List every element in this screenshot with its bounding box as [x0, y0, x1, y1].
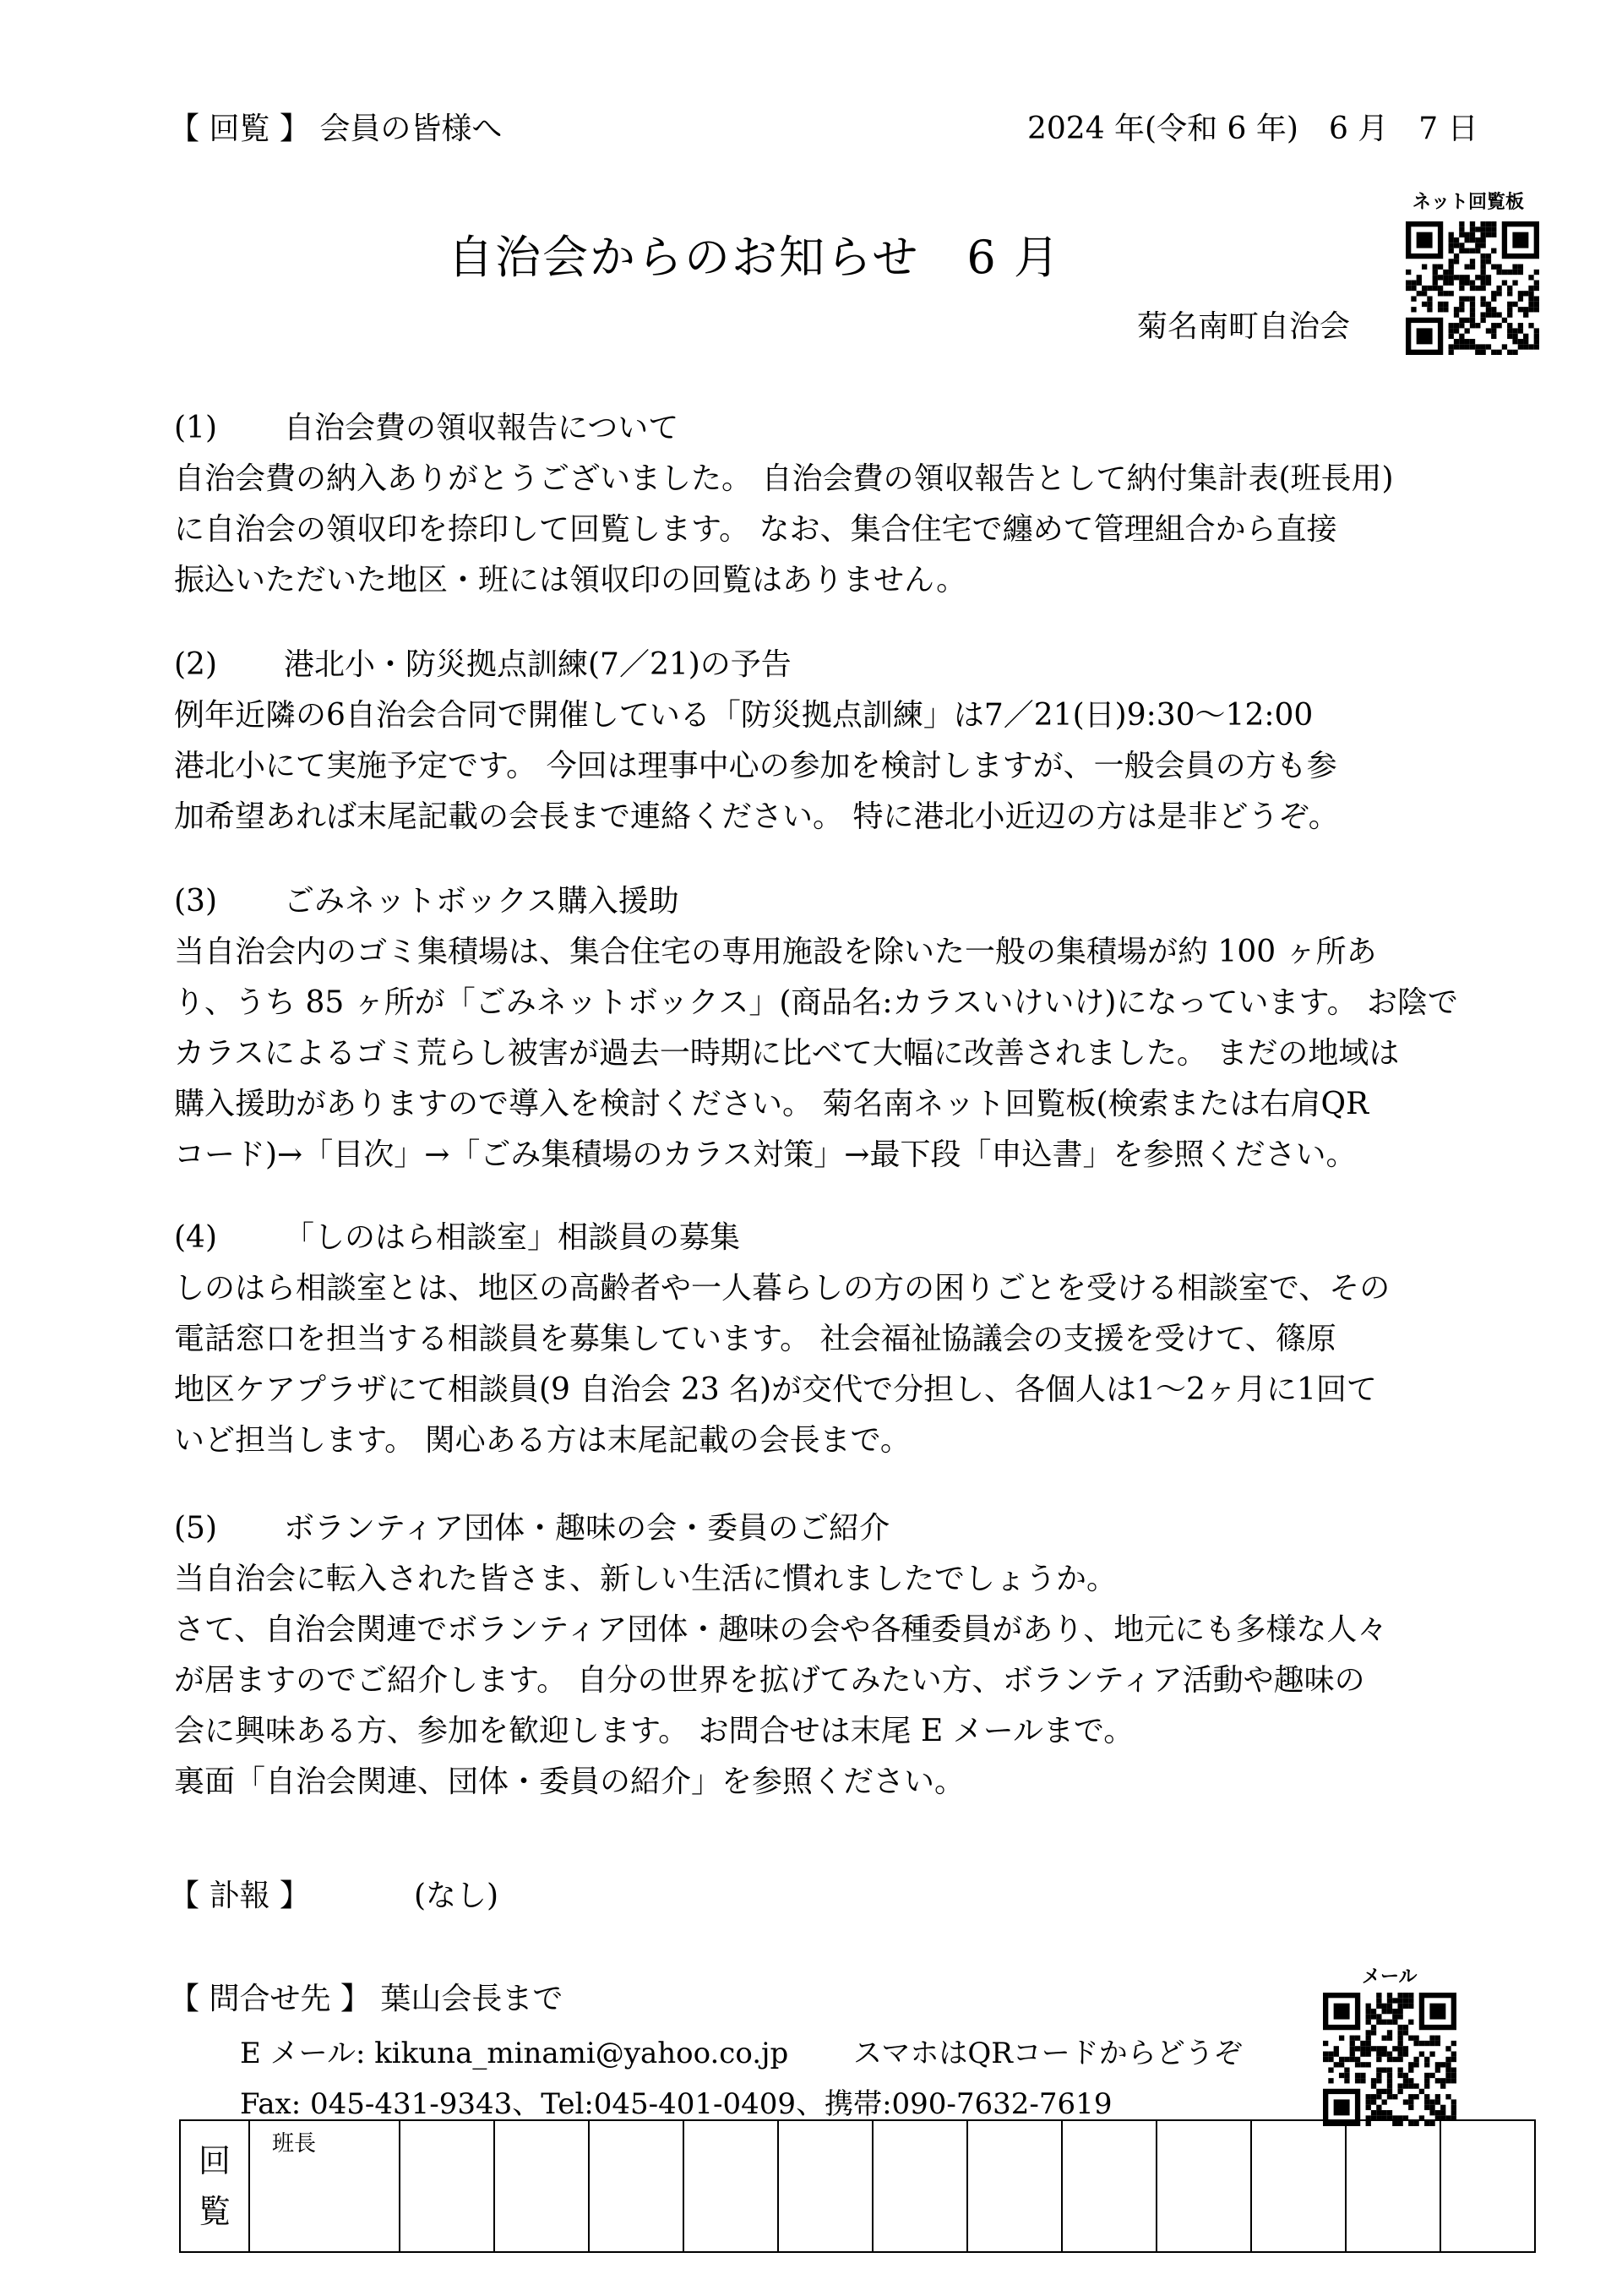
obituary-value: (なし)	[414, 1879, 499, 1913]
section-body-line: 加希望あれば末尾記載の会長まで連絡ください。 特に港北小近辺の方は是非どうぞ。	[174, 799, 1339, 834]
obituary-label: 【 訃報 】	[169, 1879, 310, 1913]
section-body-line: 例年近隣の6自治会合同で開催している「防災拠点訓練」は7／21(日)9:30〜12:00	[174, 698, 1314, 733]
section-number: (4)	[174, 1220, 217, 1255]
section-number: (1)	[174, 411, 217, 445]
section-heading	[174, 1213, 740, 1257]
stamp-cell[interactable]	[683, 2120, 778, 2252]
section-title: ボランティア団体・趣味の会・委員のご紹介	[284, 1511, 890, 1546]
section-number: (3)	[174, 884, 217, 919]
section-body-line: 自治会費の納入ありがとうございました。 自治会費の領収報告として納付集計表(班長用)	[174, 461, 1394, 496]
stamp-cell[interactable]	[494, 2120, 589, 2252]
section-body-line: 振込いただいた地区・班には領収印の回覧はありません。	[174, 563, 967, 597]
section-body-line: 当自治会内のゴミ集積場は、集合住宅の専用施設を除いた一般の集積場が約 100 ヶ所あ	[174, 935, 1377, 969]
stamp-cell[interactable]	[1062, 2120, 1157, 2252]
stamp-cell[interactable]	[1346, 2120, 1440, 2252]
section-body-line: 港北小にて実施予定です。 今回は理事中心の参加を検討しますが、一般会員の方も参	[174, 749, 1337, 783]
stamp-cell[interactable]	[1440, 2120, 1535, 2252]
section-body-line: カラスによるゴミ荒らし被害が過去一時期に比べて大幅に改善されました。 まだの地域は	[174, 1036, 1400, 1071]
stamp-cell[interactable]	[873, 2120, 967, 2252]
contact-email[interactable]: E メール: kikuna_minami@yahoo.co.jp	[240, 2037, 789, 2070]
qr-note: スマホはQRコードからどうぞ	[853, 2037, 1243, 2070]
section-body-line: り、うち 85 ヶ所が「ごみネットボックス」(商品名:カラスいけいけ)になっています。 お陰で	[174, 985, 1459, 1020]
section-heading	[174, 877, 679, 920]
section-title: 「しのはら相談室」相談員の募集	[284, 1220, 741, 1255]
section-body-line: 会に興味ある方、参加を歓迎します。 お問合せは末尾 E メールまで。	[174, 1714, 1135, 1748]
qr-top-label: ネット回覧板	[1412, 192, 1525, 213]
stamp-cell[interactable]	[778, 2120, 873, 2252]
stamp-cell[interactable]	[1251, 2120, 1346, 2252]
section-number: (2)	[174, 647, 217, 682]
organization-name: 菊名南町自治会	[1137, 309, 1351, 344]
section-body-line: いど担当します。 関心ある方は末尾記載の会長まで。	[174, 1423, 911, 1458]
circulation-header: 【 回覧 】 会員の皆様へ	[169, 112, 503, 146]
circulation-label: 回 覧	[180, 2120, 249, 2252]
stamp-cell[interactable]	[967, 2120, 1062, 2252]
stamp-cell[interactable]	[589, 2120, 683, 2252]
section-body-line: に自治会の領収印を捺印して回覧します。 なお、集合住宅で纏めて管理組合から直接	[174, 512, 1337, 547]
page-title: 自治会からのお知らせ 6 月	[448, 231, 1061, 284]
section-body-line: 地区ケアプラザにて相談員(9 自治会 23 名)が交代で分担し、各個人は1〜2ヶ月に1回て	[174, 1372, 1377, 1407]
section-body-line: コード)→「目次」→「ごみ集積場のカラス対策」→最下段「申込書」を参照ください。	[174, 1137, 1357, 1172]
section-body-line: 購入援助がありますので導入を検討ください。 菊名南ネット回覧板(検索または右肩QR	[174, 1087, 1369, 1121]
section-heading	[174, 641, 792, 684]
stamp-cell[interactable]	[400, 2120, 494, 2252]
section-number: (5)	[174, 1511, 217, 1546]
stamp-cell[interactable]	[1157, 2120, 1251, 2252]
section-body-line: 裏面「自治会関連、団体・委員の紹介」を参照ください。	[174, 1764, 966, 1799]
section-heading	[174, 404, 678, 447]
section-title: 港北小・防災拠点訓練(7／21)の予告	[284, 647, 792, 682]
qr-code-icon[interactable]	[1323, 1993, 1456, 2126]
leader-cell[interactable]: 班長	[249, 2120, 400, 2252]
section-body-line: しのはら相談室とは、地区の高齢者や一人暮らしの方の困りごとを受ける相談室で、その	[174, 1271, 1391, 1306]
contact-label: 【 問合せ先 】 葉山会長まで	[169, 1982, 563, 2016]
section-body-line: が居ますのでご紹介します。 自分の世界を拡げてみたい方、ボランティア活動や趣味の	[174, 1663, 1365, 1698]
issue-date: 2024 年(令和 6 年) 6 月 7 日	[1027, 112, 1478, 146]
section-body-line: 当自治会に転入された皆さま、新しい生活に慣れましたでしょうか。	[174, 1562, 1118, 1596]
qr-code-icon[interactable]	[1406, 221, 1539, 355]
section-heading	[174, 1504, 890, 1547]
section-body-line: さて、自治会関連でボランティア団体・趣味の会や各種委員があり、地元にも多様な人々	[174, 1612, 1388, 1647]
qr-bottom-label: メール	[1362, 1966, 1418, 1988]
section-title: 自治会費の領収報告について	[284, 411, 679, 445]
section-title: ごみネットボックス購入援助	[284, 884, 679, 919]
section-body-line: 電話窓口を担当する相談員を募集しています。 社会福祉協議会の支援を受けて、篠原	[174, 1322, 1336, 1356]
circulation-table	[179, 2119, 1536, 2253]
contact-phones: Fax: 045-431-9343、Tel:045-401-0409、携帯:090-7632-7619	[240, 2087, 1113, 2121]
